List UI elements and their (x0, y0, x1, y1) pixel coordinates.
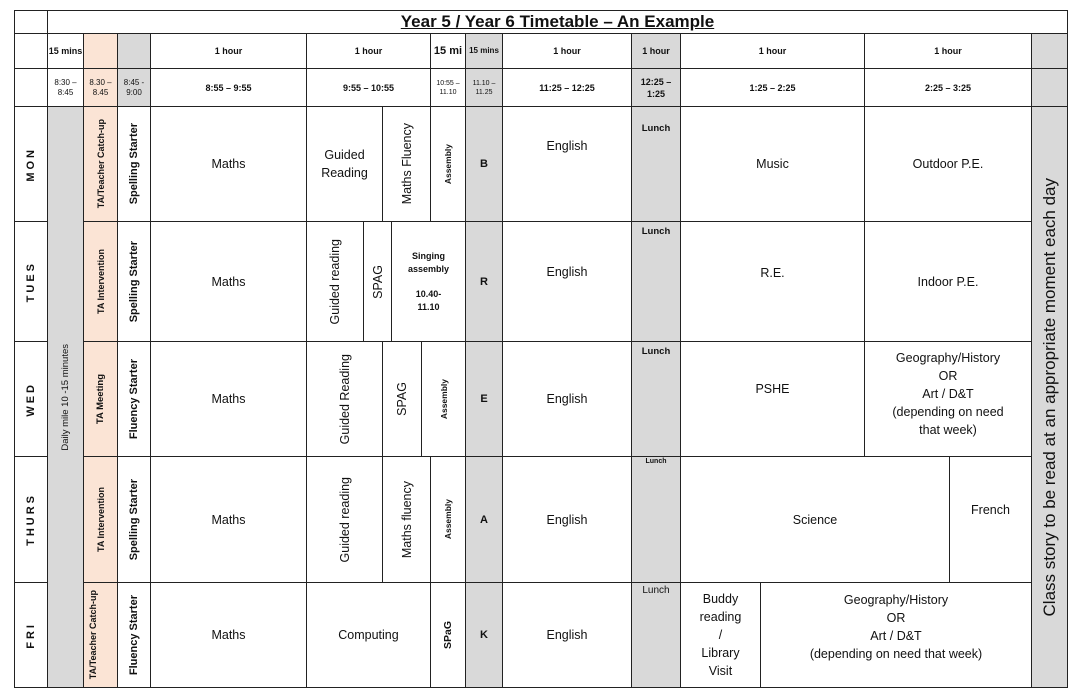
wed-assembly: Assembly (421, 341, 466, 457)
dur-lunch: 1 hour (631, 33, 681, 69)
break-letter-e: E (465, 341, 503, 457)
fri-spag: SPaG (430, 582, 466, 688)
mon-ta: TA/Teacher Catch-up (83, 106, 118, 222)
fri-buddy-line1: Buddy (702, 592, 739, 606)
fri-computing: Computing (306, 582, 431, 688)
time-lunch: 12:25 – 1:25 (631, 68, 681, 107)
dur-ta (83, 33, 118, 69)
fri-maths: Maths (150, 582, 307, 688)
time-assembly: 10:55 – 11.10 (430, 68, 466, 107)
thu-assembly: Assembly (430, 456, 466, 583)
page-title: Year 5 / Year 6 Timetable – An Example (400, 12, 715, 31)
dur-session1: 1 hour (150, 33, 307, 69)
wed-pshe: PSHE (680, 341, 865, 457)
wed-pm2-line1: Geography/History (895, 351, 1001, 365)
mon-starter: Spelling Starter (117, 106, 151, 222)
time-starter: 8:45 - 9:00 (117, 68, 151, 107)
fri-pm-line2: OR (886, 611, 906, 625)
time-story (1031, 68, 1068, 107)
dur-daily-mile: 15 mins (47, 33, 84, 69)
corner-dur (14, 33, 48, 69)
wed-spag: SPAG (382, 341, 422, 457)
time-session1: 8:55 – 9:55 (150, 68, 307, 107)
fri-buddy-line3: / (718, 628, 723, 642)
fri-geography-history (760, 582, 1032, 688)
time-session2: 9:55 – 10:55 (306, 68, 431, 107)
tue-singing-assembly (391, 221, 466, 342)
wed-ta: TA Meeting (83, 341, 118, 457)
dur-session4: 1 hour (680, 33, 865, 69)
time-ta: 8.30 – 8.45 (83, 68, 118, 107)
tue-starter: Spelling Starter (117, 221, 151, 342)
break-letter-b: B (465, 106, 503, 222)
fri-pm-line3: Art / D&T (870, 629, 922, 643)
time-session4: 1:25 – 2:25 (680, 68, 865, 107)
corner-title (14, 10, 48, 34)
mon-outdoor-pe: Outdoor P.E. (864, 106, 1032, 222)
time-session5: 2:25 – 3:25 (864, 68, 1032, 107)
fri-lunch: Lunch (631, 582, 681, 688)
fri-starter: Fluency Starter (117, 582, 151, 688)
fri-buddy-line2: reading (699, 610, 742, 624)
time-daily-mile: 8:30 – 8:45 (47, 68, 84, 107)
dur-session3: 1 hour (502, 33, 632, 69)
tue-re: R.E. (680, 221, 865, 342)
dur-assembly: 15 mi (430, 33, 466, 69)
thu-french: French (949, 456, 1032, 583)
wed-lunch: Lunch (631, 341, 681, 457)
tue-guided-reading: Guided reading (306, 221, 364, 342)
tue-lunch: Lunch (631, 221, 681, 342)
mon-music: Music (680, 106, 865, 222)
wed-pm2-line5: that week) (919, 423, 977, 437)
wed-geography-history (864, 341, 1032, 457)
mon-maths-fluency: Maths Fluency (382, 106, 431, 222)
day-thu: THURS (14, 456, 48, 583)
wed-english: English (502, 341, 632, 457)
wed-pm2-line3: Art / D&T (922, 387, 974, 401)
thu-maths: Maths (150, 456, 307, 583)
thu-starter: Spelling Starter (117, 456, 151, 583)
day-mon: MON (14, 106, 48, 222)
thu-lunch: Lunch (631, 456, 681, 583)
day-fri: FRI (14, 582, 48, 688)
break-letter-a: A (465, 456, 503, 583)
singing-assembly-label: Singing assembly (407, 250, 450, 274)
fri-buddy-line5: Visit (708, 664, 733, 678)
singing-assembly-time: 10.40- 11.10 (415, 288, 442, 312)
fri-pm-line1: Geography/History (843, 593, 949, 607)
mon-guided-reading: Guided Reading (306, 106, 383, 222)
wed-starter: Fluency Starter (117, 341, 151, 457)
dur-session5: 1 hour (864, 33, 1032, 69)
tue-ta: TA Intervention (83, 221, 118, 342)
tue-indoor-pe: Indoor P.E. (864, 221, 1032, 342)
fri-english: English (502, 582, 632, 688)
fri-buddy-line4: Library (701, 646, 740, 660)
wed-maths: Maths (150, 341, 307, 457)
wed-pm2-line2: OR (938, 369, 958, 383)
dur-break: 15 mins (465, 33, 503, 69)
wed-pm2-line4: (depending on need (892, 405, 1004, 419)
break-letter-r: R (465, 221, 503, 342)
class-story-column: Class story to be read at an appropriate moment each day (1031, 106, 1068, 688)
wed-guided-reading: Guided Reading (306, 341, 383, 457)
mon-assembly: Assembly (430, 106, 466, 222)
fri-buddy-reading (680, 582, 761, 688)
day-wed: WED (14, 341, 48, 457)
title-bar (47, 10, 1068, 34)
thu-maths-fluency: Maths fluency (382, 456, 431, 583)
thu-science: Science (680, 456, 950, 583)
tue-maths: Maths (150, 221, 307, 342)
dur-story (1031, 33, 1068, 69)
thu-ta: TA Intervention (83, 456, 118, 583)
mon-maths: Maths (150, 106, 307, 222)
daily-mile-column: Daily mile 10 -15 minutes (47, 106, 84, 688)
tue-english: English (502, 221, 632, 342)
fri-ta: TA/Teacher Catch-up (83, 582, 118, 688)
break-letter-k: K (465, 582, 503, 688)
corner-time (14, 68, 48, 107)
dur-session2: 1 hour (306, 33, 431, 69)
thu-english: English (502, 456, 632, 583)
time-break: 11.10 – 11.25 (465, 68, 503, 107)
dur-starter (117, 33, 151, 69)
thu-guided-reading: Guided reading (306, 456, 383, 583)
fri-pm-line4: (depending on need that week) (809, 647, 983, 661)
mon-english: English (502, 106, 632, 222)
tue-spag: SPAG (363, 221, 392, 342)
mon-lunch: Lunch (631, 106, 681, 222)
day-tue: TUES (14, 221, 48, 342)
time-session3: 11:25 – 12:25 (502, 68, 632, 107)
